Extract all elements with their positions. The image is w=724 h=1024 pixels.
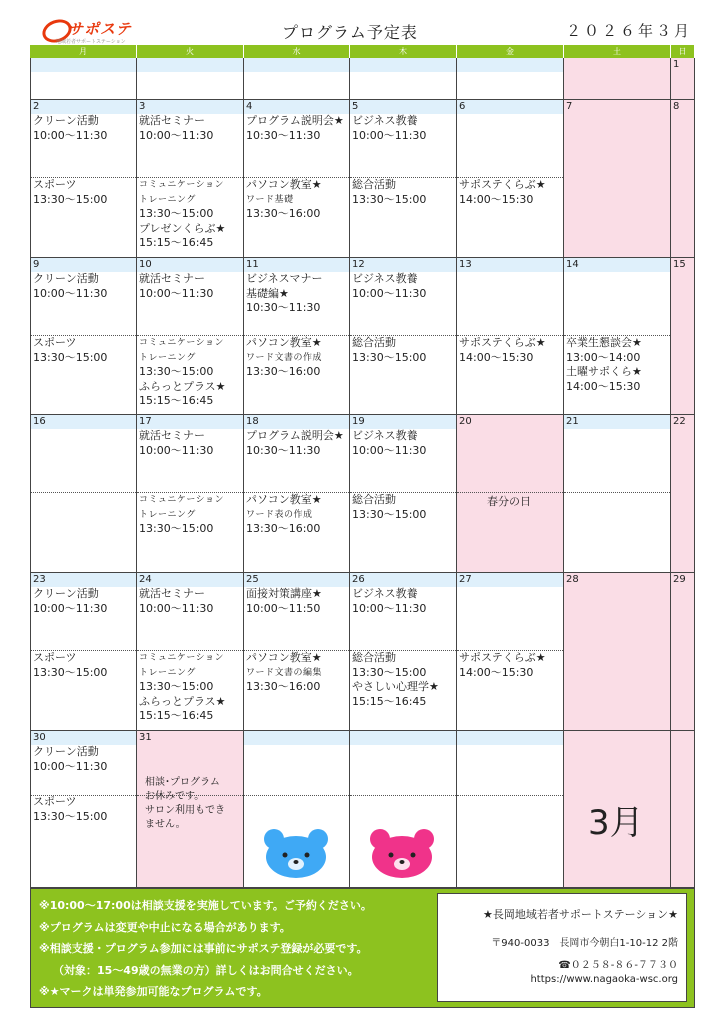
afternoon-events [352,651,455,709]
morning-events [33,272,135,301]
day-cell [457,415,564,573]
morning-events [352,587,455,616]
event-line: 就活セミナー [139,587,205,600]
event-line: スポーツ [33,336,77,349]
event-line: 13:30〜16:00 [246,207,321,220]
day-cell [350,415,457,573]
afternoon-events [33,795,135,824]
event-line: 13:30〜16:00 [246,522,321,535]
event-line: ビジネス教養 [352,587,418,600]
day-number: 9 [31,258,136,272]
day-cell [30,415,137,573]
event-line: 卒業生懇談会★ [566,336,642,349]
day-number: 12 [350,258,456,272]
event-line: やさしい心理学★ [352,680,439,693]
day-number: 13 [457,258,563,272]
afternoon-events [246,651,348,695]
afternoon-events [566,336,669,394]
day-number: 21 [564,415,670,429]
day-number: 14 [564,258,670,272]
day-number [244,731,349,745]
event-line: クリーン活動 [33,272,99,285]
closed-note-line: お休みです。 [145,791,205,802]
day-number [564,58,670,72]
weekday-header: 水 [244,45,350,58]
event-line: 就活セミナー [139,114,205,127]
event-line: 10:30〜11:30 [246,443,321,457]
weekday-header: 日 [671,45,695,58]
footer-note: （対象：15〜49歳の無業の方）詳しくはお問合せください。 [53,963,359,977]
day-cell [30,731,137,888]
day-number [350,731,456,745]
event-line: 10:30〜11:30 [246,301,321,314]
day-number [137,58,243,72]
afternoon-events [459,178,562,207]
event-line: 就活セミナー [139,429,205,442]
event-line: 13:30〜15:00 [139,207,214,220]
day-cell [244,58,350,100]
logo-subtitle: 地域若者サポートステーション [56,39,126,45]
event-line: 10:00〜11:30 [352,128,427,142]
day-cell [137,415,244,573]
morning-events [139,272,242,301]
afternoon-events [139,651,242,724]
morning-events [246,114,348,143]
event-line: 13:30〜16:00 [246,680,321,693]
big-month-label: 3月 [588,803,644,843]
afternoon-events [139,336,242,409]
day-cell [350,100,457,258]
event-line: 総合活動 [352,336,396,349]
day-number: 26 [350,573,456,587]
day-cell [137,258,244,415]
day-cell [457,258,564,415]
holiday-label: 春分の日 [487,495,531,508]
closed-note [145,776,225,832]
day-number: 29 [673,574,686,585]
day-cell [564,258,671,415]
event-line: 14:00〜15:30 [459,350,534,364]
event-line: 13:30〜15:00 [33,192,108,206]
event-line: 10:00〜11:30 [139,443,214,457]
day-number: 15 [673,259,686,270]
day-cell [671,573,695,731]
event-line: クリーン活動 [33,114,99,127]
event-line: 10:00〜11:30 [33,286,108,300]
event-line: ビジネス教養 [352,429,418,442]
day-cell [564,100,671,258]
day-number: 7 [566,101,573,112]
day-number: 6 [457,100,563,114]
event-line: 14:00〜15:30 [459,665,534,679]
event-line: パソコン教室★ [246,336,322,349]
footer [30,888,695,1008]
event-line: 10:00〜11:30 [33,128,108,142]
day-cell [671,415,695,573]
calendar [30,45,695,888]
day-number: 8 [673,101,680,112]
event-line: 15:15〜16:45 [139,709,214,722]
day-cell [671,100,695,258]
day-cell [457,731,564,888]
event-line: クリーン活動 [33,587,99,600]
day-cell [137,731,244,888]
event-line: コミュニケーション [139,180,224,190]
event-line: 10:00〜11:30 [352,443,427,457]
event-line: プレゼンくらぶ★ [139,221,226,235]
day-number: 3 [137,100,243,114]
day-number [457,58,563,72]
day-cell [30,58,137,100]
day-number: 19 [350,415,456,429]
page-title: プログラム予定表 [282,23,418,42]
day-cell [564,573,671,731]
afternoon-events [352,493,455,522]
event-line: 14:00〜15:30 [566,379,641,393]
weekday-header: 金 [457,45,564,58]
morning-events [352,114,455,143]
day-cell [244,258,350,415]
event-line: 15:15〜16:45 [139,394,214,407]
day-cell [350,258,457,415]
am-pm-separator [31,492,136,493]
event-line: ふらっとプラス★ [139,379,226,393]
closed-note-line: サロン利用もでき [145,805,225,816]
morning-events [352,272,455,301]
day-number [457,731,563,745]
event-line: 10:00〜11:50 [246,601,321,615]
event-line: コミュニケーション [139,495,224,505]
contact-box [437,893,687,1002]
event-line: ワード表の作成 [246,509,313,520]
day-cell [137,100,244,258]
day-number: 24 [137,573,243,587]
day-cell [671,58,695,100]
am-pm-separator [244,795,349,796]
footer-note: ※★マークは単発参加可能なプログラムです。 [39,985,268,998]
event-line: ビジネス教養 [352,272,418,285]
day-cell [137,58,244,100]
event-line: クリーン活動 [33,745,99,758]
day-number: 20 [459,416,472,427]
event-line: ふらっとプラス★ [139,694,226,708]
day-number: 28 [566,574,579,585]
am-pm-separator [350,795,456,796]
event-line: 13:00〜14:00 [566,350,641,364]
morning-events [33,587,135,616]
morning-events [246,587,348,616]
day-number [564,731,670,745]
event-line: 15:15〜16:45 [139,236,214,249]
afternoon-events [246,178,348,222]
event-line: 10:00〜11:30 [139,601,214,615]
day-number: 11 [244,258,349,272]
day-cell [457,58,564,100]
morning-events [33,745,135,774]
day-cell [30,100,137,258]
blue-bear-icon [260,827,332,879]
pink-bear-icon [366,827,438,879]
phone: ☎０２５８-８６-７７３０ [558,960,678,971]
event-line: ビジネス教養 [352,114,418,127]
event-line: スポーツ [33,795,77,808]
day-cell [30,573,137,731]
morning-events [246,429,348,458]
afternoon-events [459,336,562,365]
day-cell [564,415,671,573]
event-line: パソコン教室★ [246,651,322,664]
event-line: 13:30〜15:00 [352,192,427,206]
event-line: プログラム説明会★ [246,429,344,442]
event-line: 13:30〜15:00 [33,809,108,823]
event-line: ビジネスマナー [246,272,323,285]
event-line: 13:30〜15:00 [33,350,108,364]
event-line: サポステくらぶ★ [459,651,546,664]
footer-note: ※10:00〜17:00は相談支援を実施しています。ご予約ください。 [39,899,372,912]
afternoon-events [246,336,348,380]
event-line: トレーニング [139,667,196,678]
day-number: 17 [137,415,243,429]
day-number: 22 [673,416,686,427]
afternoon-events [352,178,455,207]
day-number: 16 [31,415,136,429]
event-line: トレーニング [139,509,196,520]
footer-note: ※プログラムは変更や中止になる場合があります。 [39,920,291,934]
day-number: 2 [31,100,136,114]
day-cell [244,415,350,573]
day-number: 18 [244,415,349,429]
morning-events [352,429,455,458]
afternoon-events [33,178,135,207]
day-cell [244,573,350,731]
day-number: 1 [673,59,680,70]
event-line: 総合活動 [352,178,396,191]
event-line: 10:00〜11:30 [352,601,427,615]
afternoon-events [33,336,135,365]
day-cell [564,58,671,100]
afternoon-events [139,178,242,251]
day-cell [137,573,244,731]
afternoon-events [459,651,562,680]
event-line: サポステくらぶ★ [459,178,546,191]
day-cell [457,573,564,731]
day-cell [671,258,695,415]
month-label: ２０２６年３月 [565,22,692,40]
event-line: 10:00〜11:30 [139,128,214,142]
event-line: 13:30〜15:00 [352,665,427,679]
event-line: 10:00〜11:30 [139,286,214,300]
event-line: 土曜サポくら★ [566,365,642,378]
event-line: 基礎編★ [246,286,289,300]
day-number [31,58,136,72]
event-line: 13:30〜15:00 [139,680,214,693]
day-number [671,731,694,745]
event-line: コミュニケーション [139,338,224,348]
weekday-header: 月 [30,45,137,58]
afternoon-events [33,651,135,680]
event-line: コミュニケーション [139,653,224,663]
event-line: 10:00〜11:30 [33,759,108,773]
event-line: ワード文書の作成 [246,352,323,363]
footer-notes [39,895,372,1003]
event-line: サポステくらぶ★ [459,336,546,349]
event-line: 14:00〜15:30 [459,192,534,206]
event-line: 面接対策講座★ [246,587,322,600]
day-number: 5 [350,100,456,114]
event-line: スポーツ [33,651,77,664]
day-number: 30 [31,731,136,745]
day-number [244,58,349,72]
morning-events [139,429,242,458]
day-cell [564,731,671,888]
day-number: 10 [137,258,243,272]
morning-events [139,114,242,143]
morning-events [139,587,242,616]
weekday-header: 木 [350,45,457,58]
day-cell [244,100,350,258]
day-cell [350,58,457,100]
event-line: トレーニング [139,352,196,363]
event-line: 10:00〜11:30 [352,286,427,300]
footer-note: ※相談支援・プログラム参加には事前にサポステ登録が必要です。 [39,942,368,955]
day-cell [457,100,564,258]
org-name: ★長岡地域若者サポートステーション★ [483,908,678,921]
event-line: 10:30〜11:30 [246,128,321,142]
afternoon-events [246,493,348,537]
day-cell [671,731,695,888]
logo-text: サポステ [68,20,132,38]
day-cell [350,573,457,731]
event-line: 13:30〜16:00 [246,365,321,378]
day-cell [30,258,137,415]
day-number: 4 [244,100,349,114]
event-line: パソコン教室★ [246,493,322,506]
closed-note-line: ません。 [145,819,186,830]
event-line: 総合活動 [352,651,396,664]
am-pm-separator [457,795,563,796]
event-line: ワード基礎 [246,194,294,205]
event-line: 10:00〜11:30 [33,601,108,615]
event-line: トレーニング [139,194,196,205]
afternoon-events [139,493,242,537]
day-number: 27 [457,573,563,587]
weekday-header: 土 [564,45,671,58]
closed-note-line: 相談･プログラム [145,777,220,788]
event-line: 13:30〜15:00 [139,522,214,535]
event-line: ワード文書の編集 [246,667,323,678]
day-number: 23 [31,573,136,587]
afternoon-events [352,336,455,365]
website-link[interactable]: https://www.nagaoka-wsc.org [530,974,678,985]
event-line: スポーツ [33,178,77,191]
event-line: 15:15〜16:45 [352,694,427,708]
am-pm-separator [564,492,670,493]
event-line: 総合活動 [352,493,396,506]
event-line: 13:30〜15:00 [352,350,427,364]
event-line: パソコン教室★ [246,178,322,191]
weekday-header: 火 [137,45,244,58]
morning-events [33,114,135,143]
event-line: 13:30〜15:00 [33,665,108,679]
morning-events [246,272,348,316]
event-line: 13:30〜15:00 [352,507,427,521]
event-line: 13:30〜15:00 [139,365,214,378]
day-number [350,58,456,72]
day-number: 31 [139,732,152,743]
event-line: 就活セミナー [139,272,205,285]
event-line: プログラム説明会★ [246,114,344,127]
address: 〒940-0033 長岡市今朝白1-10-12 2階 [491,938,678,949]
day-number: 25 [244,573,349,587]
